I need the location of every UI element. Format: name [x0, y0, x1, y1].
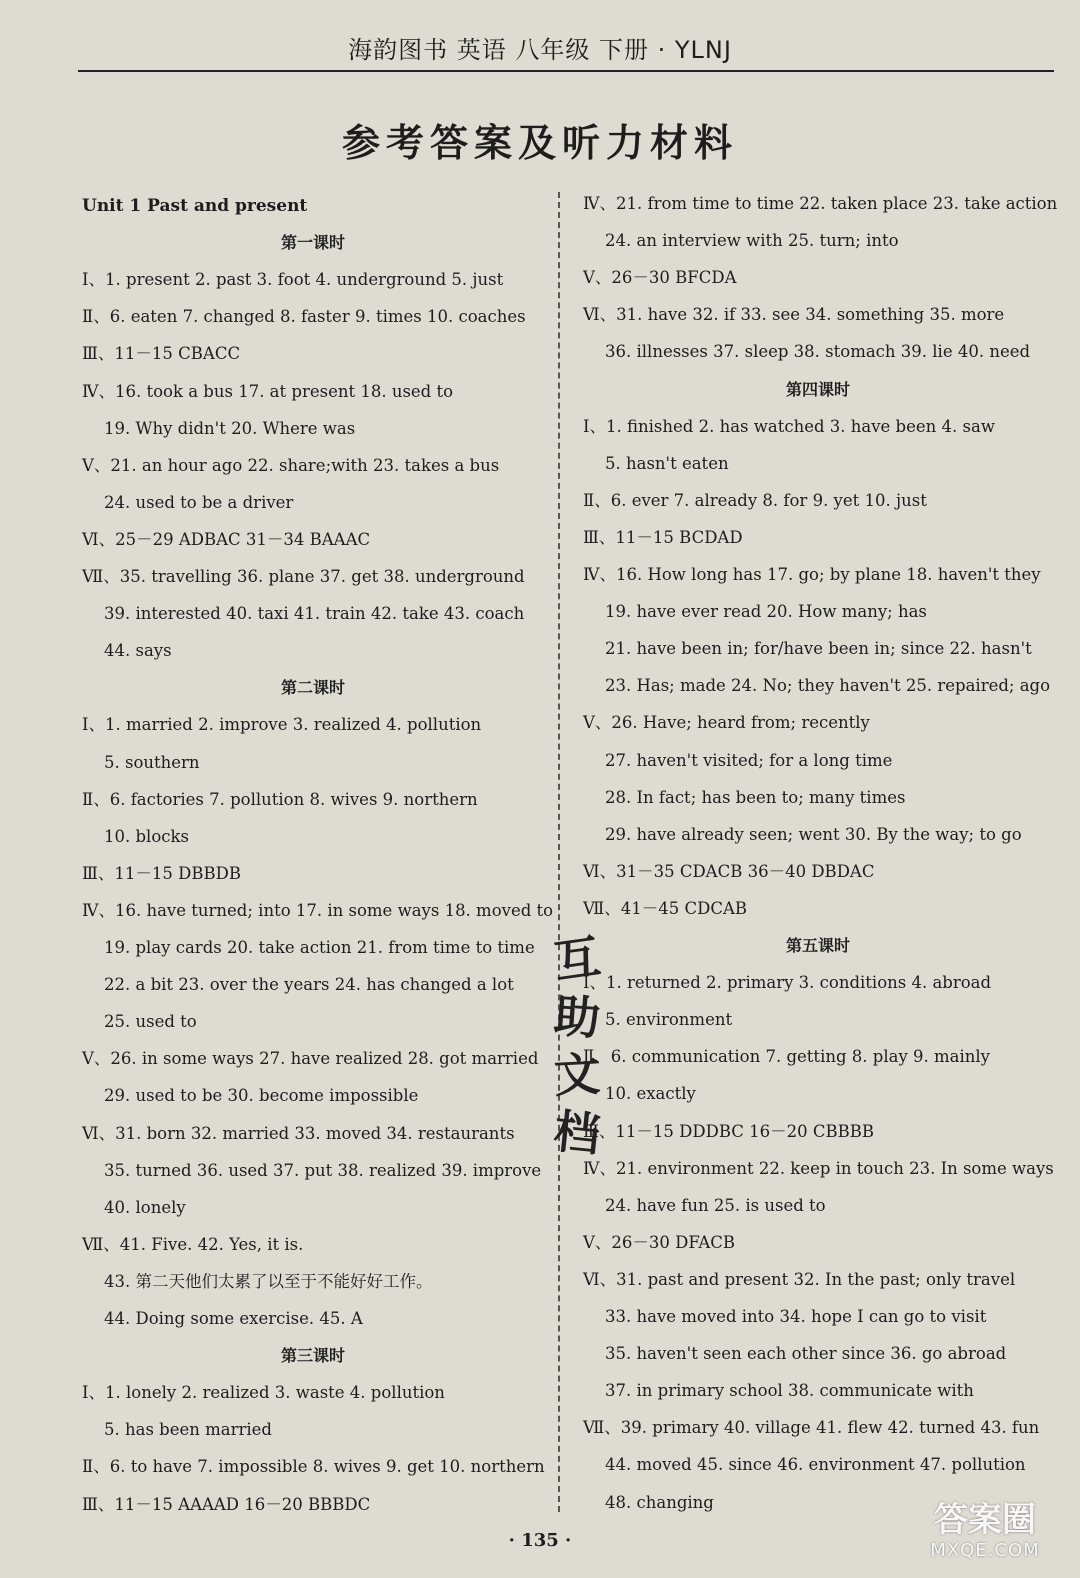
answer-line: Ⅵ、31. past and present 32. In the past; only travel — [583, 1269, 1016, 1289]
answer-line: 25. used to — [104, 1012, 197, 1032]
header-rule — [78, 70, 1054, 72]
answer-line: 27. haven't visited; for a long time — [605, 750, 893, 770]
answer-line: 39. interested 40. taxi 41. train 42. take 43. coach — [104, 604, 525, 624]
answer-line: Ⅶ、39. primary 40. village 41. flew 42. turned 43. fun — [583, 1418, 1040, 1438]
answer-line: 19. have ever read 20. How many; has — [605, 602, 927, 622]
handwritten-stamp — [532, 930, 622, 1162]
answer-line: 10. blocks — [104, 826, 189, 846]
answer-line: Ⅲ、11－15 DDDBC 16－20 CBBBB — [583, 1121, 874, 1141]
answer-line: 37. in primary school 38. communicate with — [605, 1381, 974, 1401]
answer-line: Ⅴ、26. Have; heard from; recently — [583, 713, 870, 733]
answer-line: 24. used to be a driver — [104, 492, 294, 512]
column-divider — [558, 192, 560, 1512]
answer-line: Ⅵ、31. have 32. if 33. see 34. something 35. more — [583, 305, 1005, 325]
answer-line: 19. Why didn't 20. Where was — [104, 418, 356, 438]
answer-line: Ⅰ、1. married 2. improve 3. realized 4. pollution — [82, 715, 482, 735]
answer-line: 44. says — [104, 641, 172, 661]
answer-line: Ⅳ、16. took a bus 17. at present 18. used to — [82, 381, 454, 401]
watermark-url: MXQE.COM — [930, 1540, 1040, 1561]
answer-line: 19. play cards 20. take action 21. from time to time — [104, 938, 535, 957]
answer-line: 44. Doing some exercise. 45. A — [104, 1309, 363, 1328]
watermark-logo — [900, 1500, 1070, 1570]
answer-line: Ⅴ、26－30 DFACB — [583, 1232, 736, 1252]
answer-line: 5. environment — [605, 1010, 733, 1030]
stamp-char: 互 — [550, 929, 604, 989]
answer-line: Ⅱ、6. factories 7. pollution 8. wives 9. northern — [82, 789, 478, 809]
answer-line: Ⅰ、1. present 2. past 3. foot 4. underground 5. just — [82, 270, 504, 290]
answer-line: 44. moved 45. since 46. environment 47. pollution — [605, 1455, 1026, 1475]
answer-line: Ⅴ、26. in some ways 27. have realized 28. got married — [82, 1049, 539, 1069]
answer-line: Ⅱ、6. eaten 7. changed 8. faster 9. times 10. coaches — [82, 307, 526, 327]
answer-line: Ⅶ、35. travelling 36. plane 37. get 38. underground — [82, 567, 525, 586]
answer-line: 21. have been in; for/have been in; since 22. hasn't — [605, 639, 1032, 659]
answer-line: 10. exactly — [605, 1084, 696, 1104]
answer-line: Ⅵ、31－35 CDACB 36－40 DBDAC — [583, 861, 875, 881]
answer-line: Ⅳ、21. environment 22. keep in touch 23. In some ways — [583, 1158, 1054, 1178]
answer-line: 35. haven't seen each other since 36. go abroad — [605, 1344, 1007, 1364]
stamp-char: 助 — [552, 988, 602, 1046]
answer-line: 5. hasn't eaten — [605, 453, 729, 473]
answer-line: Ⅲ、11－15 AAAAD 16－20 BBBDC — [82, 1494, 371, 1514]
answer-line: 36. illnesses 37. sleep 38. stomach 39. lie 40. need — [605, 342, 1031, 362]
section-heading: 第五课时 — [785, 936, 850, 955]
answer-line: 24. have fun 25. is used to — [605, 1195, 826, 1215]
answer-line: Ⅱ、6. to have 7. impossible 8. wives 9. get 10. northern — [82, 1457, 545, 1477]
answer-line: Ⅱ、6. ever 7. already 8. for 9. yet 10. just — [583, 490, 927, 510]
answer-line: Ⅳ、16. How long has 17. go; by plane 18. haven't they — [583, 565, 1041, 584]
answer-line: 43. 第二天他们太累了以至于不能好好工作。 — [104, 1271, 433, 1291]
stamp-char: 档 — [551, 1103, 603, 1163]
answer-line: Ⅲ、11－15 CBACC — [82, 344, 241, 364]
answer-line: Ⅰ、1. lonely 2. realized 3. waste 4. pollution — [82, 1383, 445, 1403]
section-heading: 第二课时 — [280, 678, 345, 698]
section-heading: 第一课时 — [280, 233, 345, 253]
answer-line: Ⅰ、1. finished 2. has watched 3. have been 4. saw — [583, 416, 995, 436]
answer-line: 40. lonely — [104, 1197, 186, 1217]
answer-line: Ⅲ、11－15 DBBDB — [82, 863, 241, 883]
answer-line: Ⅱ、6. communication 7. getting 8. play 9. mainly — [583, 1047, 990, 1067]
section-heading: 第三课时 — [280, 1346, 345, 1366]
answer-line: Ⅲ、11－15 BCDAD — [583, 527, 743, 547]
stamp-char: 文 — [552, 1046, 602, 1104]
answer-line: 35. turned 36. used 37. put 38. realized 39. improve — [104, 1160, 542, 1180]
answer-line: Ⅶ、41－45 CDCAB — [583, 898, 748, 918]
answer-line: 29. have already seen; went 30. By the way; to go — [605, 824, 1022, 844]
answer-line: 5. has been married — [104, 1420, 272, 1440]
answer-line: Ⅰ、1. returned 2. primary 3. conditions 4. abroad — [583, 973, 992, 993]
answer-line: 33. have moved into 34. hope I can go to visit — [605, 1307, 987, 1326]
answer-line: 23. Has; made 24. No; they haven't 25. repaired; ago — [605, 676, 1051, 696]
answer-line: Ⅵ、25－29 ADBAC 31－34 BAAAC — [82, 529, 371, 549]
answer-line: 28. In fact; has been to; many times — [605, 787, 906, 807]
answer-line: 24. an interview with 25. turn; into — [605, 231, 899, 251]
answer-line: Ⅶ、41. Five. 42. Yes, it is. — [82, 1234, 304, 1254]
page-title: 参考答案及听力材料 — [341, 120, 738, 165]
answer-line: Ⅳ、16. have turned; into 17. in some ways 18. moved to — [82, 900, 554, 920]
section-heading: 第四课时 — [785, 379, 850, 399]
answer-line: Ⅵ、31. born 32. married 33. moved 34. restaurants — [82, 1123, 515, 1143]
page-header: 海韵图书 英语 八年级 下册 · YLNJ — [348, 36, 732, 64]
watermark-title: 答案圈 — [934, 1500, 1036, 1540]
answer-line: 5. southern — [104, 752, 200, 772]
answer-line: 48. changing — [605, 1492, 714, 1512]
answer-line: 22. a bit 23. over the years 24. has changed a lot — [104, 975, 514, 995]
page-number: · 135 · — [508, 1530, 572, 1551]
answer-line: Ⅴ、26－30 BFCDA — [583, 268, 737, 288]
answer-line: Ⅴ、21. an hour ago 22. share;with 23. takes a bus — [82, 455, 500, 475]
answer-line: Ⅳ、21. from time to time 22. taken place 23. take action — [583, 194, 1058, 213]
unit-heading: Unit 1 Past and present — [82, 196, 308, 216]
answer-line: 29. used to be 30. become impossible — [104, 1086, 419, 1106]
